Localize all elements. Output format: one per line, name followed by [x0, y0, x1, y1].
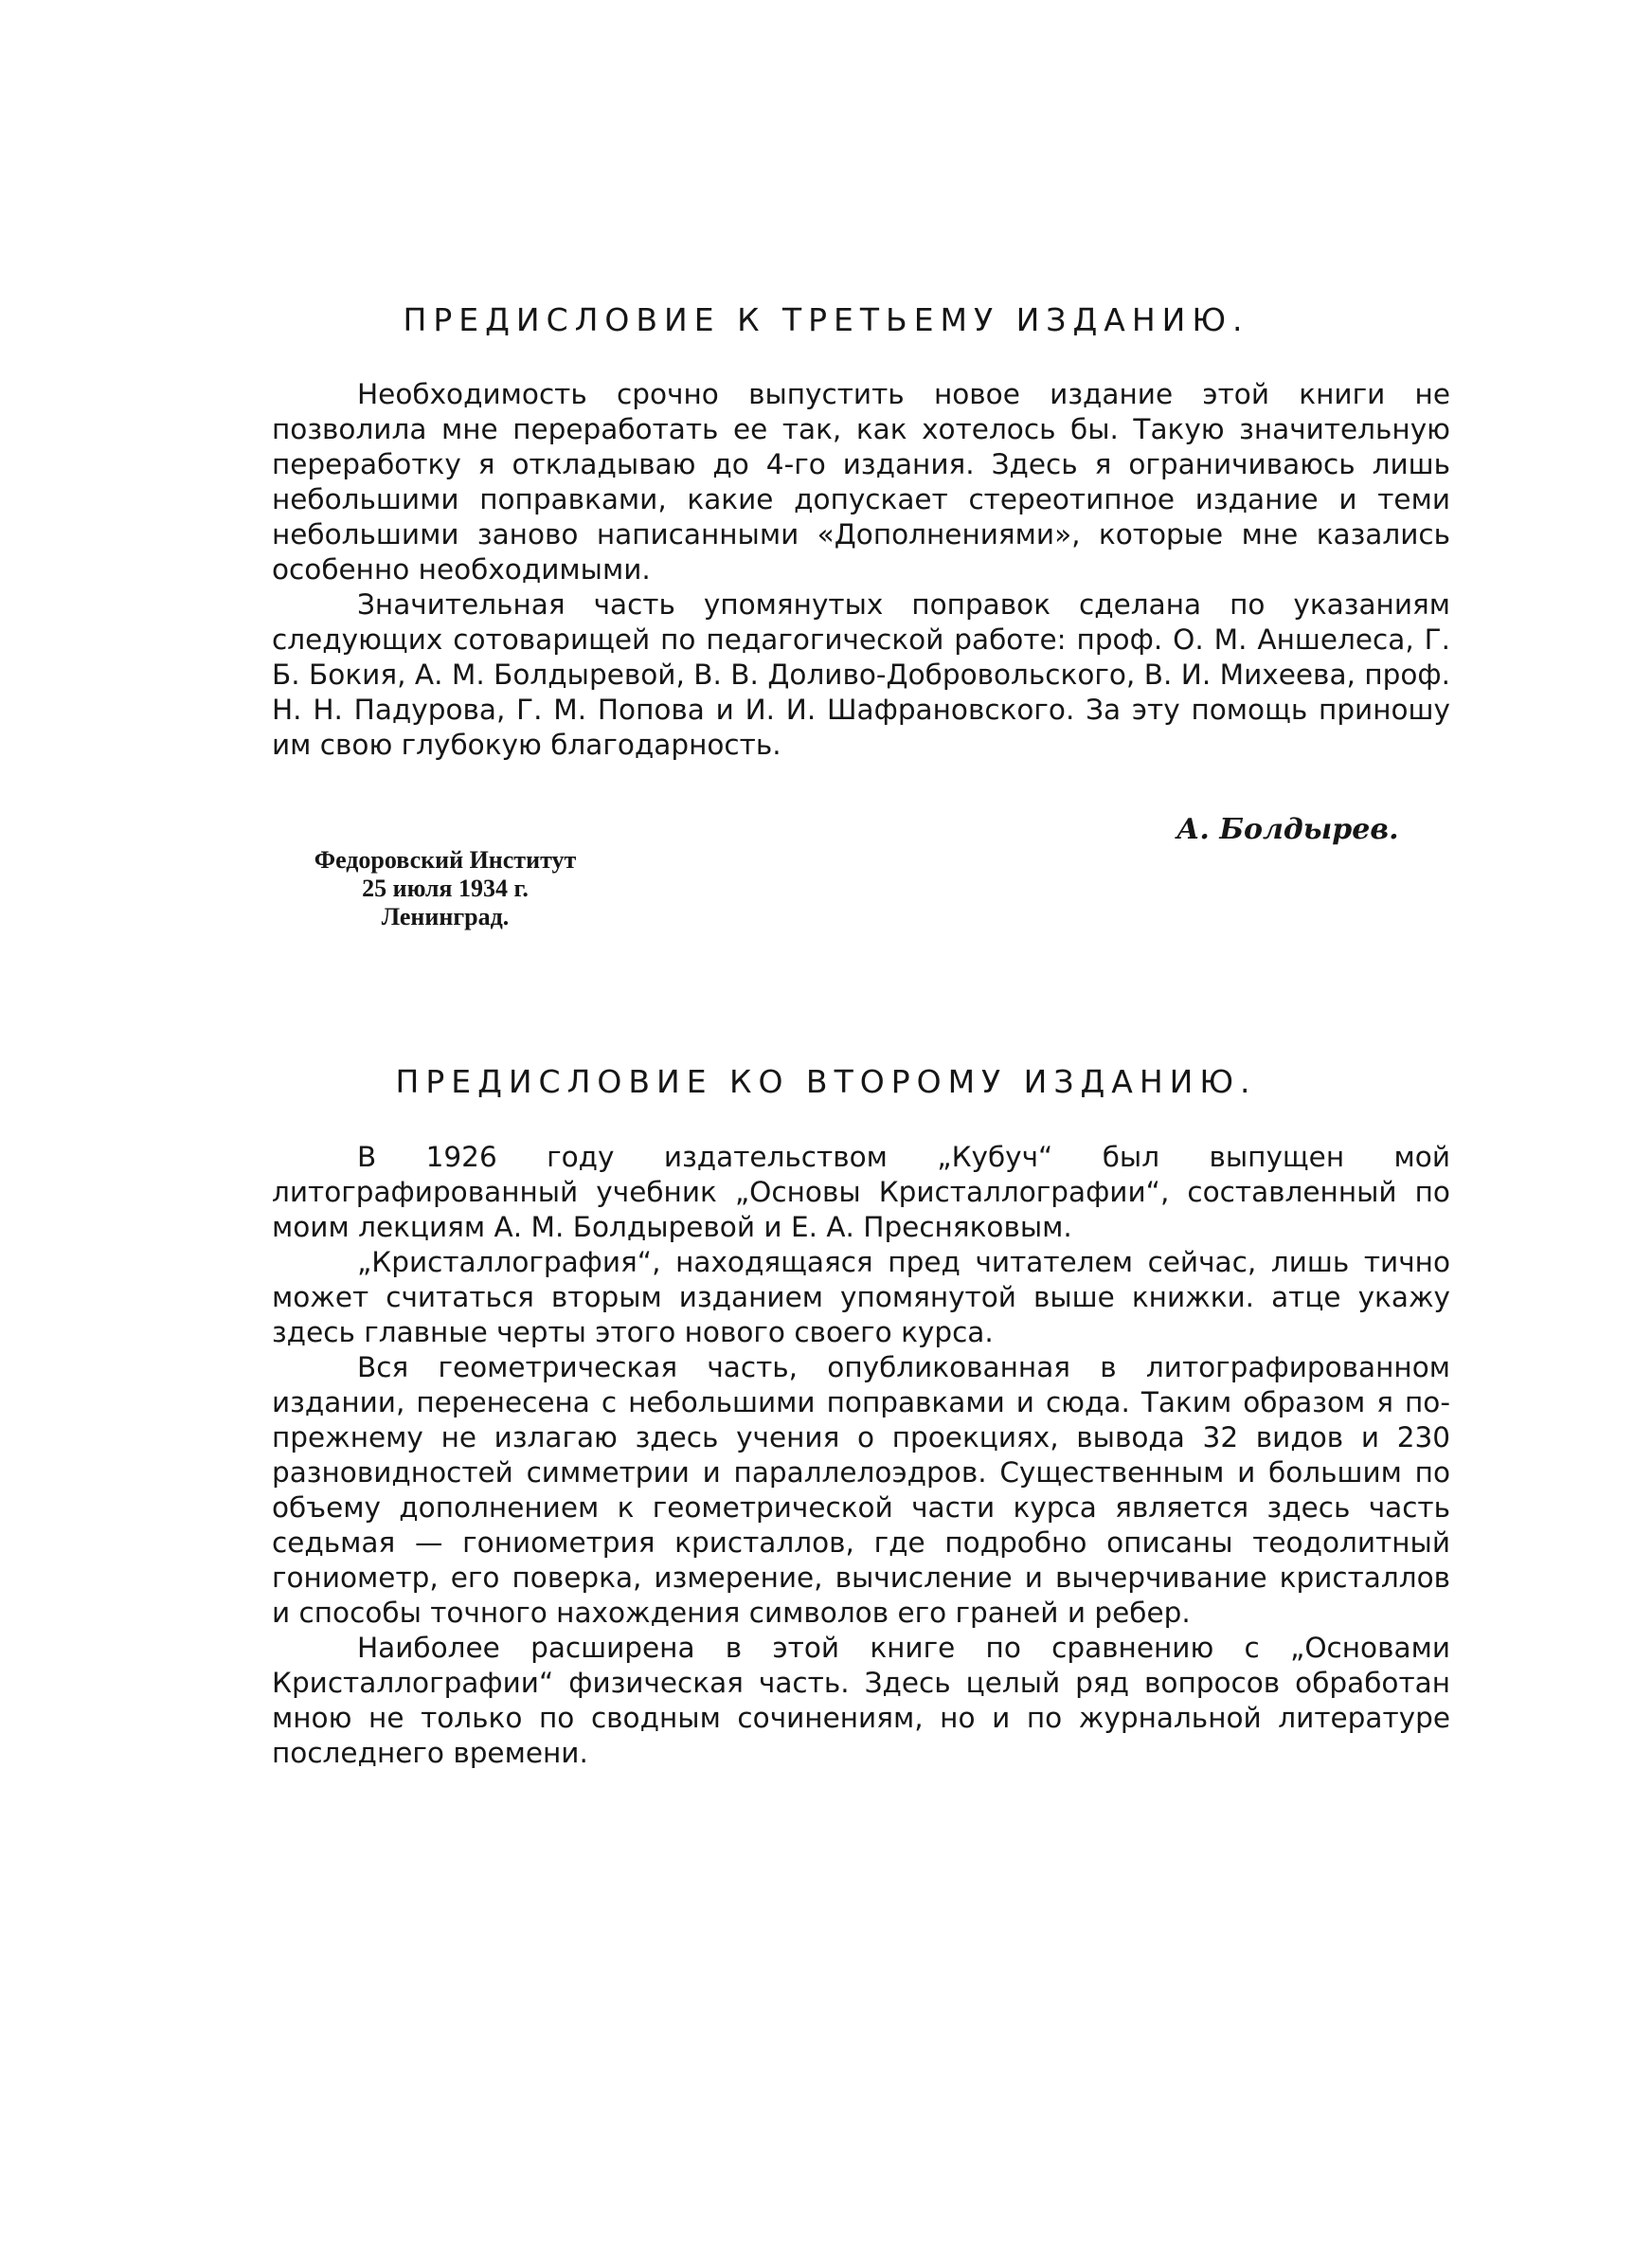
preface-third-title: ПРЕДИСЛОВИЕ К ТРЕТЬЕМУ ИЗДАНИЮ. — [403, 301, 1249, 338]
paragraph: В 1926 году издательством „Кубуч“ был выпущен мой литографированный учебник „Основы Кристаллографии“, составленный по моим лекциям А. М. Болдыревой и Е. А. Пресняковым. — [272, 1141, 1450, 1243]
date-line: 25 июля 1934 г. — [362, 875, 529, 902]
institute-name: Федоровский Институт — [314, 846, 577, 874]
preface-second-title: ПРЕДИСЛОВИЕ КО ВТОРОМУ ИЗДАНИЮ. — [395, 1063, 1257, 1100]
preface-third-body — [272, 377, 1450, 763]
author-signature: А. Болдырев. — [1176, 813, 1399, 846]
paragraph: Значительная часть упомянутых поправок сделана по указаниям следующих сотоварищей по педагогической работе: проф. О. М. Аншелеса, Г. Б. Бокия, А. М. Болдыревой, В. В. Доливо-Добровольского, В. И. Михеева, проф. Н. Н. Падурова, Г. М. Попова и И. И. Шафрановского. За эту помощь приношу им свою глубокую благодарность. — [272, 588, 1450, 761]
place-date-block — [275, 846, 616, 931]
paragraph: Необходимость срочно выпустить новое издание этой книги не позволила мне переработать ее так, как хотелось бы. Такую значительную переработку я откладываю до 4-го издания. Здесь я ограничиваюсь лишь небольшими поправками, какие допускает стереотипное издание и теми небольшими заново написанными «Дополнениями», которые мне казались особенно необходимыми. — [272, 378, 1450, 586]
city-line: Ленинград. — [381, 903, 510, 930]
paragraph: Наиболее расширена в этой книге по сравнению с „Основами Кристаллографии“ физическая часть. Здесь целый ряд вопросов обработан мною не только по сводным сочинениям, но и по журнальной литературе последнего времени. — [272, 1632, 1450, 1769]
paragraph: Вся геометрическая часть, опубликованная в литографированном издании, перенесена с небольшими поправками и сюда. Таким образом я по-прежнему не излагаю здесь учения о проекциях, вывода 32 видов и 230 разновидностей симметрии и параллелоэдров. Существенным и большим по объему дополнением к геометрической части курса является здесь часть седьмая — гониометрия кристаллов, где подробно описаны теодолитный гониометр, его поверка, измерение, вычисление и вычерчивание кристаллов и способы точного нахождения символов его граней и ребер. — [272, 1351, 1450, 1629]
paragraph: „Кристаллография“, находящаяся пред читателем сейчас, лишь тично может считаться вторым изданием упомянутой выше книжки. атце укажу здесь главные черты этого нового своего курса. — [272, 1246, 1450, 1348]
preface-second-body — [272, 1140, 1450, 1771]
